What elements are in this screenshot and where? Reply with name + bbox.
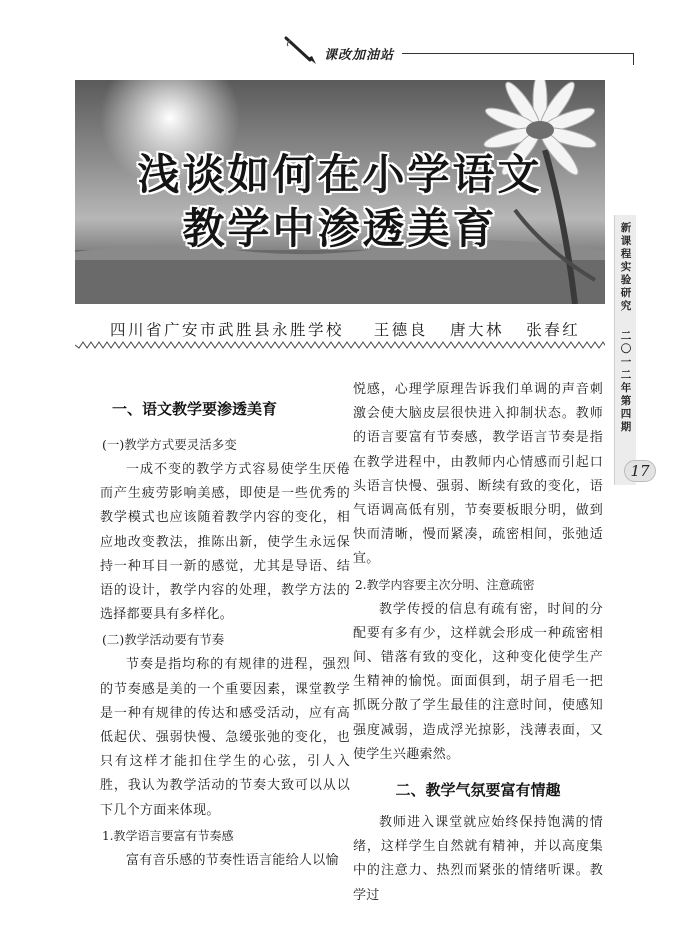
column-label: 课改加油站 (324, 48, 395, 63)
header-rule (402, 53, 634, 54)
subsection-heading-2: (二)教学活动要有节奏 (102, 632, 225, 648)
paragraph: 教师进入课堂就应始终保持饱满的情绪，这样学生自然就有精神，并以高度集中的注意力、热烈而紧张的情绪听课。教学过 (353, 815, 603, 903)
journal-name: 新课程实验研究 (620, 222, 632, 312)
paragraph: 教学传授的信息有疏有密，时间的分配要有多有少，这样就会形成一种疏密相间、错落有致的变化，这种变化使学生产生精神的愉悦。面面俱到，胡子眉毛一把抓既分散了学生最佳的注意时间，使感知强度减弱，造成浮光掠影，浅薄表面，又使学生兴趣索然。 (353, 601, 603, 762)
section-heading-1: 一、语文教学要渗透美育 (112, 400, 278, 418)
subsection-heading-1: (一)教学方式要灵活多变 (102, 437, 237, 452)
section-heading-2: 二、教学气氛要富有情趣 (395, 781, 561, 800)
article-title-line-2: 教学中渗透美育 (182, 204, 498, 253)
page-number: 17 (624, 460, 656, 482)
wavy-divider (75, 341, 605, 349)
left-column (100, 378, 350, 873)
paragraph-continued: 悦感，心理学原理告诉我们单调的声音刺激会使大脑皮层很快进入抑制状态。教师的语言要富有节奏感，教学语言节奏是指在教学进程中，由教师内心情感而引起口头语言快慢、强弱、断续有致的变化，语气语调高低有别，节奏要板眼分明，做到快而清晰，慢而紧凑，疏密相间，张弛适宜。 (353, 382, 603, 567)
issue-date: 二〇一二年第四期 (620, 330, 632, 433)
right-column (353, 378, 603, 908)
title-banner (75, 80, 605, 304)
item-heading-2: 2.教学内容要主次分明、注意疏密 (355, 577, 535, 592)
paragraph: 富有音乐感的节奏性语言能给人以愉 (126, 852, 339, 868)
paragraph: 一成不变的教学方式容易使学生厌倦而产生疲劳影响美感，即使是一些优秀的教学模式也应该随着教学内容的变化，相应地改变教法，推陈出新，使学生永远保持一种耳目一新的感觉，尤其是导语、结语的设计，教学内容的处理，教学方法的选择都要具有多样化。 (100, 462, 350, 623)
article-title-line-1: 浅谈如何在小学语文 (137, 150, 543, 199)
item-heading-1: 1.教学语言要富有节奏感 (102, 828, 234, 843)
brush-pen-icon (282, 36, 322, 66)
header-rule-corner (633, 53, 634, 65)
paragraph: 节奏是指均称的有规律的进程，强烈的节奏感是美的一个重要因素，课堂教学是一种有规律的传达和感受活动，应有高低起伏、强弱快慢、急缓张弛的变化，也只有这样才能扣住学生的心弦，引人入胜，我认为教学活动的节奏大致可以从以下几个方面来体现。 (100, 657, 350, 818)
author-byline: 四川省广安市武胜县永胜学校 王德良 唐大林 张春红 (110, 321, 581, 339)
